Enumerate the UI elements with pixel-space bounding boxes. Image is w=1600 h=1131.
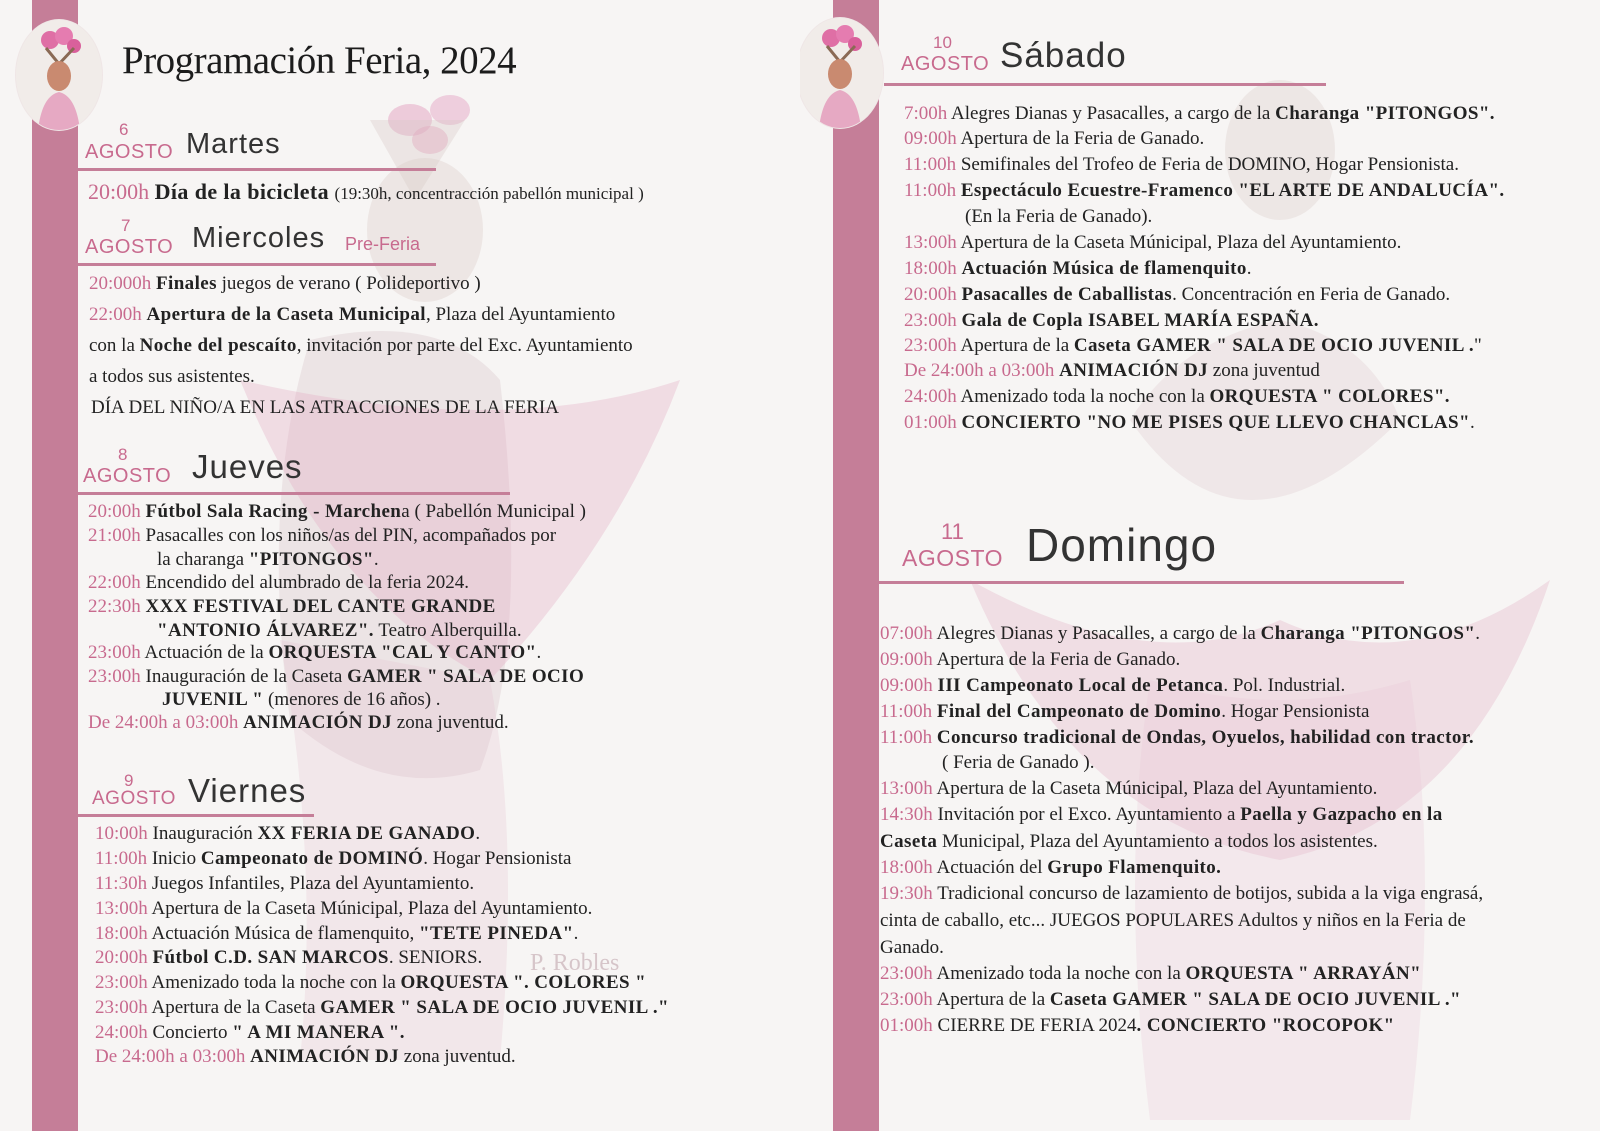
event-line: 24:00h Concierto " A MI MANERA ". [95, 1022, 405, 1043]
event-line: De 24:00h a 03:00h ANIMACIÓN DJ zona juventud [904, 360, 1320, 381]
day-month: AGOSTO [901, 53, 990, 75]
right-page [800, 0, 1600, 1131]
event-line: 23:00h Inauguración de la Caseta GAMER " SALA DE OCIO [88, 666, 585, 687]
event-line: a todos sus asistentes. [89, 366, 255, 387]
event-line: 13:00h Apertura de la Caseta Múnicipal, Plaza del Ayuntamiento. [880, 778, 1378, 799]
event-line: 24:00h Amenizado toda la noche con la ORQUESTA " COLORES". [904, 386, 1450, 407]
event-line: (En la Feria de Ganado). [965, 206, 1153, 227]
day-divider [78, 168, 436, 171]
day-name: Sábado [1000, 36, 1127, 75]
event-line: De 24:00h a 03:00h ANIMACIÓN DJ zona juventud. [95, 1046, 516, 1067]
event-line: 23:00h Apertura de la Caseta GAMER " SALA DE OCIO JUVENIL ." [880, 989, 1461, 1010]
event-line: 11:00h Final del Campeonato de Domino. Hogar Pensionista [880, 701, 1370, 722]
event-line: 01:00h CONCIERTO "NO ME PISES QUE LLEVO CHANCLAS". [904, 412, 1475, 433]
day-number: 11 [941, 519, 964, 544]
event-line: DÍA DEL NIÑO/A EN LAS ATRACCIONES DE LA FERIA [91, 397, 559, 418]
right-medallion-flamenca-icon [800, 18, 883, 128]
event-line: 19:30h Tradicional concurso de lazamiento de botijos, subida a la viga engrasá, [880, 883, 1484, 904]
event-line: 7:00h Alegres Dianas y Pasacalles, a cargo de la Charanga "PITONGOS". [904, 103, 1495, 124]
day-note: Pre-Feria [345, 234, 421, 254]
event-line: 22:00h Apertura de la Caseta Municipal, Plaza del Ayuntamiento [89, 304, 616, 325]
event-line: 09:00h Apertura de la Feria de Ganado. [904, 128, 1205, 149]
event-line: 01:00h CIERRE DE FERIA 2024. CONCIERTO "ROCOPOK" [880, 1015, 1395, 1036]
day-divider [884, 83, 1326, 86]
event-line: 23:00h Gala de Copla ISABEL MARÍA ESPAÑA. [904, 310, 1319, 331]
event-line: 23:00h Actuación de la ORQUESTA "CAL Y CANTO". [88, 642, 542, 663]
artist-signature: P. Robles [530, 950, 620, 976]
day-divider [862, 581, 1404, 584]
event-line: 20:00h Pasacalles de Caballistas. Concentración en Feria de Ganado. [904, 284, 1451, 305]
event-line: 20:00h Fútbol C.D. SAN MARCOS. SENIORS. [95, 947, 483, 968]
day-name: Viernes [188, 772, 307, 809]
left-accent-band [32, 0, 78, 1131]
day-name: Domingo [1026, 519, 1218, 571]
event-line: 22:00h Encendido del alumbrado de la feria 2024. [88, 572, 469, 593]
event-line: la charanga "PITONGOS". [157, 549, 379, 570]
event-line: JUVENIL " (menores de 16 años) . [162, 689, 441, 710]
day-number: 6 [119, 120, 129, 139]
event-line: Caseta Municipal, Plaza del Ayuntamiento a todos los asistentes. [880, 831, 1378, 852]
event-line: 11:00h Espectáculo Ecuestre-Framenco "EL ARTE DE ANDALUCÍA". [904, 180, 1505, 201]
event-line: 18:00h Actuación del Grupo Flamenquito. [880, 857, 1222, 878]
day-month: AGOSTO [92, 788, 176, 809]
event-line: 14:30h Invitación por el Exco. Ayuntamiento a Paella y Gazpacho en la [880, 804, 1443, 825]
event-line: 18:00h Actuación Música de flamenquito, "TETE PINEDA". [95, 923, 579, 944]
day-divider [78, 492, 510, 495]
day-month: AGOSTO [902, 545, 1003, 571]
day-number: 10 [933, 33, 952, 52]
event-line: 21:00h Pasacalles con los niños/as del PIN, acompañados por [88, 525, 557, 546]
event-line: cinta de caballo, etc... JUEGOS POPULARES Adultos y niños en la Feria de [880, 910, 1466, 931]
event-line: De 24:00h a 03:00h ANIMACIÓN DJ zona juventud. [88, 712, 509, 733]
event-line: 20:00h Fútbol Sala Racing - Marchena ( Pabellón Municipal ) [88, 501, 586, 522]
event-line: 22:30h XXX FESTIVAL DEL CANTE GRANDE [88, 596, 496, 617]
event-line: 23:00h Apertura de la Caseta GAMER " SALA DE OCIO JUVENIL ." [904, 335, 1482, 356]
day-month: AGOSTO [85, 236, 174, 258]
day-divider [78, 814, 314, 817]
event-line: 11:00h Inicio Campeonato de DOMINÓ. Hogar Pensionista [95, 848, 572, 869]
event-line: con la Noche del pescaíto, invitación por parte del Exc. Ayuntamiento [89, 335, 633, 356]
event-line: "ANTONIO ÁLVAREZ". Teatro Alberquilla. [157, 620, 522, 641]
day-number: 8 [118, 445, 128, 464]
day-month: AGOSTO [85, 141, 174, 163]
day-name: Miercoles [192, 222, 326, 254]
day-number: 9 [124, 771, 134, 790]
day-month: AGOSTO [83, 465, 172, 487]
event-line: 11:30h Juegos Infantiles, Plaza del Ayuntamiento. [95, 873, 475, 894]
right-accent-band [833, 0, 879, 1131]
event-line: 10:00h Inauguración XX FERIA DE GANADO. [95, 823, 481, 844]
event-line: 13:00h Apertura de la Caseta Múnicipal, Plaza del Ayuntamiento. [904, 232, 1402, 253]
event-line: 20:000h Finales juegos de verano ( Polideportivo ) [89, 273, 481, 294]
event-line: ( Feria de Ganado ). [942, 752, 1095, 773]
day-name: Jueves [192, 448, 303, 485]
page-title: Programación Feria, 2024 [122, 39, 517, 82]
day-number: 7 [121, 216, 131, 235]
event-line: 23:00h Apertura de la Caseta GAMER " SALA DE OCIO JUVENIL ." [95, 997, 669, 1018]
event-line: 23:00h Amenizado toda la noche con la ORQUESTA ". COLORES " [95, 972, 647, 993]
event-line: 23:00h Amenizado toda la noche con la ORQUESTA " ARRAYÁN" [880, 963, 1422, 984]
event-line: 20:00h Día de la bicicleta (19:30h, concentracción pabellón municipal ) [88, 179, 644, 204]
day-divider [78, 263, 436, 266]
event-line: 18:00h Actuación Música de flamenquito. [904, 258, 1252, 279]
left-medallion-flamenca-icon [16, 20, 102, 130]
event-line: 07:00h Alegres Dianas y Pasacalles, a cargo de la Charanga "PITONGOS". [880, 623, 1481, 644]
event-line: Ganado. [880, 937, 944, 958]
event-line: 09:00h III Campeonato Local de Petanca. Pol. Industrial. [880, 675, 1346, 696]
day-name: Martes [186, 128, 281, 160]
event-line: 11:00h Semifinales del Trofeo de Feria de DOMINO, Hogar Pensionista. [904, 154, 1459, 175]
event-line: 09:00h Apertura de la Feria de Ganado. [880, 649, 1181, 670]
event-line: 11:00h Concurso tradicional de Ondas, Oyuelos, habilidad con tractor. [880, 727, 1474, 748]
event-line: 13:00h Apertura de la Caseta Múnicipal, Plaza del Ayuntamiento. [95, 898, 593, 919]
